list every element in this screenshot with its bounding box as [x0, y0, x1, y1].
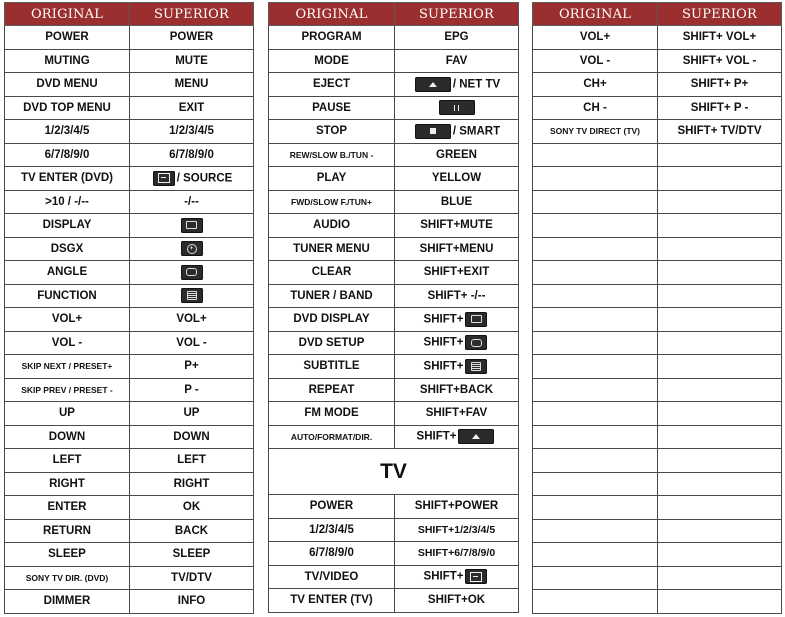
- superior-cell: SHIFT+ VOL+: [658, 26, 782, 50]
- table-row: [533, 96, 782, 120]
- pause-icon: [439, 100, 475, 115]
- empty-cell: [533, 472, 658, 496]
- empty-cell: [533, 143, 658, 167]
- superior-cell: [395, 565, 519, 589]
- superior-cell: [130, 237, 254, 261]
- table-row: [5, 425, 254, 449]
- table-row: [5, 449, 254, 473]
- input-source-icon: [465, 569, 487, 584]
- table-row: [269, 73, 519, 97]
- empty-cell: [658, 472, 782, 496]
- superior-text: SHIFT+: [423, 360, 464, 373]
- empty-cell: [658, 355, 782, 379]
- superior-cell: SHIFT+EXIT: [395, 261, 519, 285]
- empty-cell: [533, 284, 658, 308]
- superior-cell: DOWN: [130, 425, 254, 449]
- table-row: [5, 120, 254, 144]
- original-cell: VOL+: [5, 308, 130, 332]
- superior-text: / SOURCE: [176, 172, 233, 185]
- empty-row: [533, 519, 782, 543]
- empty-row: [533, 543, 782, 567]
- table-row: [269, 565, 519, 589]
- empty-row: [533, 449, 782, 473]
- superior-cell: [130, 284, 254, 308]
- original-cell: 1/2/3/4/5: [5, 120, 130, 144]
- table-row: [5, 26, 254, 50]
- mapping-table-right: [532, 2, 782, 614]
- superior-cell: EXIT: [130, 96, 254, 120]
- empty-cell: [533, 402, 658, 426]
- table-row: [5, 190, 254, 214]
- superior-cell: POWER: [130, 26, 254, 50]
- superior-text: SHIFT+: [423, 313, 464, 326]
- original-cell: UP: [5, 402, 130, 426]
- empty-cell: [533, 519, 658, 543]
- table-row: [269, 331, 519, 355]
- table-row: [269, 261, 519, 285]
- superior-cell: RIGHT: [130, 472, 254, 496]
- header-row: [269, 3, 519, 26]
- original-cell: RIGHT: [5, 472, 130, 496]
- superior-cell: SHIFT+ TV/DTV: [658, 120, 782, 144]
- mapping-table-left: [4, 2, 254, 614]
- superior-cell: SHIFT+MENU: [395, 237, 519, 261]
- empty-cell: [658, 237, 782, 261]
- superior-cell: VOL -: [130, 331, 254, 355]
- original-cell: CH -: [533, 96, 658, 120]
- table-row: [533, 73, 782, 97]
- original-cell: SONY TV DIR. (DVD): [5, 566, 130, 590]
- original-cell: VOL+: [533, 26, 658, 50]
- superior-header: SUPERIOR: [395, 3, 519, 26]
- superior-cell: SHIFT+ P -: [658, 96, 782, 120]
- original-cell: DVD DISPLAY: [269, 308, 395, 332]
- original-cell: SLEEP: [5, 543, 130, 567]
- superior-cell: MENU: [130, 73, 254, 97]
- function-icon: [465, 359, 487, 374]
- superior-cell: SLEEP: [130, 543, 254, 567]
- empty-cell: [658, 496, 782, 520]
- empty-cell: [658, 143, 782, 167]
- superior-header: SUPERIOR: [130, 3, 254, 26]
- superior-cell: INFO: [130, 590, 254, 614]
- superior-header: SUPERIOR: [658, 3, 782, 26]
- eject-triangle-icon: [415, 77, 451, 92]
- original-cell: FWD/SLOW F./TUN+: [269, 190, 395, 214]
- superior-cell: SHIFT+6/7/8/9/0: [395, 542, 519, 566]
- table-row: [269, 190, 519, 214]
- empty-row: [533, 167, 782, 191]
- empty-cell: [533, 566, 658, 590]
- original-cell: TUNER MENU: [269, 237, 395, 261]
- table-row: [5, 378, 254, 402]
- original-cell: ENTER: [5, 496, 130, 520]
- original-cell: DVD MENU: [5, 73, 130, 97]
- original-cell: >10 / -/--: [5, 190, 130, 214]
- superior-cell: UP: [130, 402, 254, 426]
- superior-cell: [395, 425, 519, 449]
- table-row: [5, 167, 254, 191]
- empty-cell: [533, 496, 658, 520]
- empty-cell: [658, 261, 782, 285]
- superior-cell: [395, 331, 519, 355]
- superior-text: SHIFT+: [423, 336, 464, 349]
- original-cell: REPEAT: [269, 378, 395, 402]
- dsgx-icon: +: [181, 241, 203, 256]
- superior-cell: OK: [130, 496, 254, 520]
- table-row: [269, 402, 519, 426]
- empty-cell: [533, 237, 658, 261]
- original-cell: REW/SLOW B./TUN -: [269, 143, 395, 167]
- table-row: [269, 589, 519, 613]
- tv-section-row: [269, 449, 519, 495]
- empty-cell: [658, 214, 782, 238]
- header-row: [533, 3, 782, 26]
- superior-cell: [130, 214, 254, 238]
- table-row: [269, 167, 519, 191]
- superior-cell: BACK: [130, 519, 254, 543]
- original-header: ORIGINAL: [269, 3, 395, 26]
- empty-row: [533, 378, 782, 402]
- superior-cell: SHIFT+ P+: [658, 73, 782, 97]
- superior-text: / SMART: [452, 125, 501, 138]
- table-row: [269, 237, 519, 261]
- table-row: [5, 73, 254, 97]
- empty-cell: [658, 402, 782, 426]
- empty-cell: [658, 449, 782, 473]
- superior-cell: FAV: [395, 49, 519, 73]
- table-row: [269, 96, 519, 120]
- superior-cell: SHIFT+ VOL -: [658, 49, 782, 73]
- angle-icon: [181, 265, 203, 280]
- original-cell: TV ENTER (DVD): [5, 167, 130, 191]
- table-row: [5, 143, 254, 167]
- original-cell: TV/VIDEO: [269, 565, 395, 589]
- table-row: [5, 49, 254, 73]
- empty-row: [533, 566, 782, 590]
- table-row: [5, 237, 254, 261]
- tv-section-heading: TV: [269, 449, 519, 495]
- empty-cell: [533, 308, 658, 332]
- empty-cell: [658, 425, 782, 449]
- table-row: [269, 355, 519, 379]
- original-cell: POWER: [269, 495, 395, 519]
- empty-cell: [658, 331, 782, 355]
- table-row: [5, 402, 254, 426]
- table-row: [5, 331, 254, 355]
- superior-text: SHIFT+: [416, 430, 457, 443]
- table-row: [269, 495, 519, 519]
- original-cell: 6/7/8/9/0: [5, 143, 130, 167]
- empty-cell: [658, 519, 782, 543]
- original-cell: DIMMER: [5, 590, 130, 614]
- superior-cell: [395, 120, 519, 144]
- original-cell: PROGRAM: [269, 26, 395, 50]
- table-row: [269, 214, 519, 238]
- table-row: [5, 355, 254, 379]
- empty-row: [533, 425, 782, 449]
- original-cell: 1/2/3/4/5: [269, 518, 395, 542]
- table-row: [269, 518, 519, 542]
- table-row: [269, 120, 519, 144]
- original-cell: ANGLE: [5, 261, 130, 285]
- table-row: [5, 472, 254, 496]
- table-row: [269, 143, 519, 167]
- superior-cell: MUTE: [130, 49, 254, 73]
- superior-cell: [130, 167, 254, 191]
- table-row: [269, 284, 519, 308]
- original-cell: DOWN: [5, 425, 130, 449]
- superior-cell: 1/2/3/4/5: [130, 120, 254, 144]
- stop-icon: [415, 124, 451, 139]
- original-cell: SUBTITLE: [269, 355, 395, 379]
- superior-cell: [130, 261, 254, 285]
- original-cell: VOL -: [5, 331, 130, 355]
- original-header: ORIGINAL: [533, 3, 658, 26]
- empty-cell: [658, 566, 782, 590]
- table-row: [269, 26, 519, 50]
- table-row: [5, 496, 254, 520]
- superior-cell: VOL+: [130, 308, 254, 332]
- empty-row: [533, 355, 782, 379]
- original-cell: AUDIO: [269, 214, 395, 238]
- empty-cell: [533, 190, 658, 214]
- original-cell: POWER: [5, 26, 130, 50]
- superior-cell: SHIFT+POWER: [395, 495, 519, 519]
- table-row: [269, 49, 519, 73]
- original-cell: CH+: [533, 73, 658, 97]
- table-row: [5, 284, 254, 308]
- original-cell: FM MODE: [269, 402, 395, 426]
- empty-row: [533, 308, 782, 332]
- empty-row: [533, 331, 782, 355]
- empty-cell: [658, 167, 782, 191]
- empty-row: [533, 590, 782, 614]
- original-cell: FUNCTION: [5, 284, 130, 308]
- superior-cell: SHIFT+MUTE: [395, 214, 519, 238]
- original-cell: PLAY: [269, 167, 395, 191]
- empty-cell: [533, 214, 658, 238]
- original-cell: TUNER / BAND: [269, 284, 395, 308]
- superior-text: / NET TV: [452, 78, 501, 91]
- empty-cell: [658, 543, 782, 567]
- table-row: [269, 378, 519, 402]
- table-row: [5, 214, 254, 238]
- empty-cell: [533, 378, 658, 402]
- empty-row: [533, 496, 782, 520]
- superior-cell: 6/7/8/9/0: [130, 143, 254, 167]
- original-cell: DISPLAY: [5, 214, 130, 238]
- table-row: [5, 519, 254, 543]
- empty-cell: [533, 355, 658, 379]
- empty-cell: [658, 308, 782, 332]
- empty-cell: [658, 590, 782, 614]
- empty-row: [533, 284, 782, 308]
- empty-cell: [533, 425, 658, 449]
- empty-row: [533, 237, 782, 261]
- table-row: [5, 261, 254, 285]
- empty-cell: [533, 261, 658, 285]
- superior-cell: YELLOW: [395, 167, 519, 191]
- superior-text: SHIFT+: [423, 570, 464, 583]
- superior-cell: P -: [130, 378, 254, 402]
- original-cell: RETURN: [5, 519, 130, 543]
- header-row: [5, 3, 254, 26]
- original-cell: LEFT: [5, 449, 130, 473]
- superior-cell: SHIFT+BACK: [395, 378, 519, 402]
- display-icon: [465, 312, 487, 327]
- superior-cell: P+: [130, 355, 254, 379]
- original-cell: DVD SETUP: [269, 331, 395, 355]
- superior-cell: SHIFT+1/2/3/4/5: [395, 518, 519, 542]
- table-row: [5, 543, 254, 567]
- empty-cell: [533, 449, 658, 473]
- input-source-icon: [153, 171, 175, 186]
- original-cell: STOP: [269, 120, 395, 144]
- original-cell: MODE: [269, 49, 395, 73]
- table-row: [5, 590, 254, 614]
- empty-cell: [533, 167, 658, 191]
- original-cell: PAUSE: [269, 96, 395, 120]
- table-row: [269, 542, 519, 566]
- superior-cell: SHIFT+ -/--: [395, 284, 519, 308]
- superior-cell: [395, 355, 519, 379]
- empty-row: [533, 143, 782, 167]
- empty-cell: [533, 590, 658, 614]
- display-icon: [181, 218, 203, 233]
- empty-row: [533, 261, 782, 285]
- table-row: [533, 26, 782, 50]
- original-cell: AUTO/FORMAT/DIR.: [269, 425, 395, 449]
- original-cell: DVD TOP MENU: [5, 96, 130, 120]
- table-row: [5, 566, 254, 590]
- superior-cell: [395, 308, 519, 332]
- original-cell: EJECT: [269, 73, 395, 97]
- eject-triangle-icon: [458, 429, 494, 444]
- original-cell: CLEAR: [269, 261, 395, 285]
- superior-cell: -/--: [130, 190, 254, 214]
- angle-icon: [465, 335, 487, 350]
- empty-row: [533, 214, 782, 238]
- empty-cell: [658, 378, 782, 402]
- empty-row: [533, 190, 782, 214]
- empty-row: [533, 402, 782, 426]
- table-row: [5, 96, 254, 120]
- superior-cell: [395, 73, 519, 97]
- table-row: [533, 120, 782, 144]
- empty-cell: [533, 331, 658, 355]
- original-cell: VOL -: [533, 49, 658, 73]
- superior-cell: SHIFT+FAV: [395, 402, 519, 426]
- original-cell: SKIP NEXT / PRESET+: [5, 355, 130, 379]
- original-cell: MUTING: [5, 49, 130, 73]
- empty-cell: [533, 543, 658, 567]
- function-icon: [181, 288, 203, 303]
- original-cell: 6/7/8/9/0: [269, 542, 395, 566]
- table-row: [269, 425, 519, 449]
- superior-cell: EPG: [395, 26, 519, 50]
- superior-cell: TV/DTV: [130, 566, 254, 590]
- superior-cell: [395, 96, 519, 120]
- table-row: [533, 49, 782, 73]
- original-cell: DSGX: [5, 237, 130, 261]
- empty-cell: [658, 190, 782, 214]
- original-cell: TV ENTER (TV): [269, 589, 395, 613]
- superior-cell: SHIFT+OK: [395, 589, 519, 613]
- table-row: [269, 308, 519, 332]
- table-row: [5, 308, 254, 332]
- superior-cell: BLUE: [395, 190, 519, 214]
- original-cell: SONY TV DIRECT (TV): [533, 120, 658, 144]
- empty-cell: [658, 284, 782, 308]
- superior-cell: GREEN: [395, 143, 519, 167]
- mapping-table-middle: [268, 2, 519, 613]
- empty-row: [533, 472, 782, 496]
- original-header: ORIGINAL: [5, 3, 130, 26]
- superior-cell: LEFT: [130, 449, 254, 473]
- original-cell: SKIP PREV / PRESET -: [5, 378, 130, 402]
